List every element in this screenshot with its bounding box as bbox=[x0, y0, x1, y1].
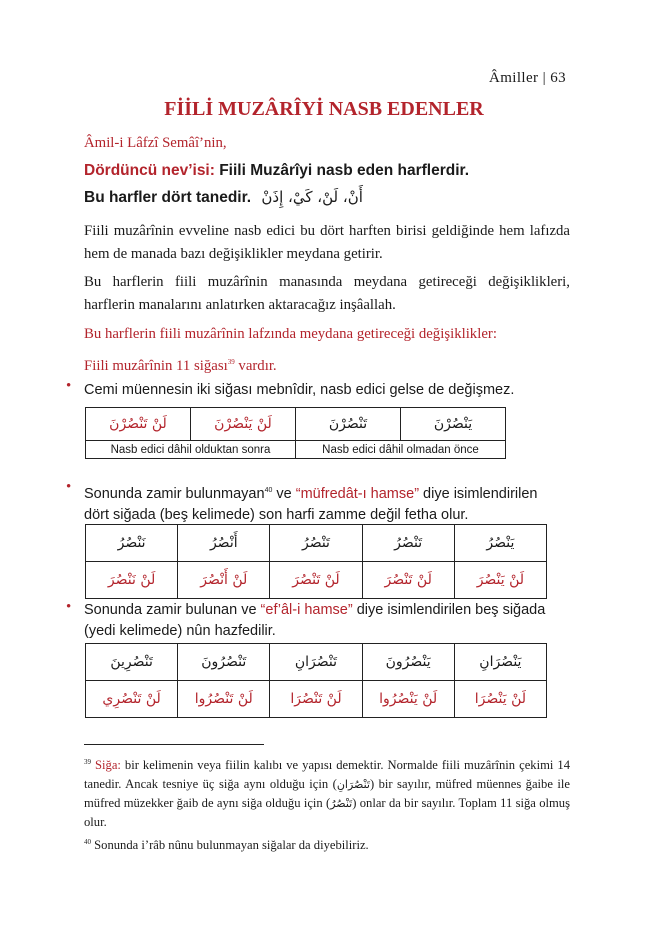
bullet-3-part1: Sonunda zamir bulunan ve bbox=[84, 602, 261, 618]
footnote-divider bbox=[84, 744, 264, 745]
footnote-39-arabic1: تَنْصُرَانِ bbox=[336, 778, 370, 792]
table-mufredat-hamse bbox=[85, 524, 547, 599]
paragraph-1: Fiili muzârînin evveline nasb edici bu dört harften birisi geldiğinde hem lafızda hem de manada bazı değişiklikler meydana getirir. bbox=[84, 223, 570, 262]
bullet-1-text: Cemi müennesin iki siğası mebnîdir, nasb edici gelse de değişmez. bbox=[84, 382, 515, 398]
table-efal-hamse bbox=[85, 643, 547, 718]
siga-line-text: Fiili muzârînin 11 siğası bbox=[84, 357, 228, 374]
table3-row1-cell: يَنْصُرَانِ bbox=[454, 644, 546, 681]
intro-line-2-red: Dördüncü nev’isi: bbox=[84, 162, 215, 179]
intro-line-2 bbox=[84, 159, 570, 182]
table2-row2-cell: لَنْ نَنْصُرَ bbox=[86, 562, 178, 599]
bullet-2-part2: ve bbox=[272, 485, 296, 502]
table3-row2-cell: لَنْ تَنْصُرَا bbox=[270, 681, 362, 718]
footnote-40-text: Sonunda i’râb nûnu bulunmayan siğalar da diyebiliriz. bbox=[91, 838, 369, 853]
bullet-2-part1: Sonunda zamir bulunmayan bbox=[84, 485, 265, 502]
footnote-40-number: 40 bbox=[84, 838, 91, 846]
footnote-ref-39: 39 bbox=[227, 358, 235, 366]
header-separator: | bbox=[542, 70, 547, 86]
bullet-dot-3: • bbox=[66, 599, 72, 615]
table1-cell: لَنْ تَنْصُرْنَ bbox=[86, 408, 191, 441]
intro-line-3-text: Bu harfler dört tanedir. bbox=[84, 189, 252, 206]
table2-row1-cell: تَنْصُرُ bbox=[270, 525, 362, 562]
paragraph-2: Bu harflerin fiili muzârînin manasında meydana getireceği değişiklikleri, harflerin manalarını anlatırken aktaracağız inşâallah. bbox=[84, 274, 570, 313]
footnote-ref-40: 40 bbox=[264, 487, 273, 494]
bullet-dot-2: • bbox=[66, 479, 72, 495]
footnote-39-arabic2: تَنْصُرُ bbox=[330, 797, 353, 811]
bullet-2-line2: dört siğada (beş kelimede) son harfi zamme değil fetha olur. bbox=[84, 506, 469, 523]
footnote-39-label: Siğa: bbox=[95, 758, 121, 773]
table3-row1-cell: تَنْصُرَانِ bbox=[270, 644, 362, 681]
bullet-3-line2: (yedi kelimede) nûn hazfedilir. bbox=[84, 623, 276, 639]
footnote-39-text3: ) onlar da bir sayılır. Toplam 11 siğa olmuş olur. bbox=[84, 796, 570, 830]
footnote-40 bbox=[84, 833, 570, 855]
running-header bbox=[489, 70, 566, 87]
table3-row2-cell: لَنْ يَنْصُرُوا bbox=[362, 681, 454, 718]
table2-row2-cell: لَنْ تَنْصُرَ bbox=[362, 562, 454, 599]
table-cemi-muennes bbox=[85, 407, 506, 459]
table1-cell: تَنْصُرْنَ bbox=[296, 408, 401, 441]
footnote-39 bbox=[84, 753, 570, 832]
table3-row2-cell: لَنْ يَنْصُرَا bbox=[454, 681, 546, 718]
table1-caption-before: Nasb edici dâhil olmadan önce bbox=[296, 441, 506, 459]
table1-cell: لَنْ يَنْصُرْنَ bbox=[191, 408, 296, 441]
table2-row2-cell: لَنْ أَنْصُرَ bbox=[178, 562, 270, 599]
table2-row2-cell: لَنْ يَنْصُرَ bbox=[454, 562, 546, 599]
table3-row1-cell: تَنْصُرُونَ bbox=[178, 644, 270, 681]
table3-row1-cell: تَنْصُرِينَ bbox=[86, 644, 178, 681]
footnote-39-number: 39 bbox=[84, 758, 91, 766]
intro-line-2-rest: Fiili Muzârîyi nasb eden harflerdir. bbox=[214, 162, 469, 179]
table2-row1-cell: يَنْصُرُ bbox=[454, 525, 546, 562]
bullet-2-part3: diye isimlendirilen bbox=[419, 485, 538, 502]
header-section: Âmiller bbox=[489, 70, 539, 86]
bullet-3-part2: diye isimlendirilen beş siğada bbox=[352, 602, 546, 618]
footnote-39-text1: bir kelimenin veya fiilin kalıbı ve yapısı demektir. Normalde fiili muzârînin çekimi 14 tanedir. Ancak tesniye üç siğa aynı olduğu için ( bbox=[84, 758, 570, 792]
table1-cell: يَنْصُرْنَ bbox=[401, 408, 506, 441]
bullet-3-text bbox=[84, 600, 570, 642]
bullet-2-text bbox=[84, 480, 570, 526]
table3-row2-cell: لَنْ تَنْصُرُوا bbox=[178, 681, 270, 718]
table1-caption-after: Nasb edici dâhil olduktan sonra bbox=[86, 441, 296, 459]
efal-hamse-term: “ef’âl-i hamse” bbox=[260, 602, 353, 618]
table2-row1-cell: تَنْصُرُ bbox=[362, 525, 454, 562]
table2-row1-cell: أَنْصُرُ bbox=[178, 525, 270, 562]
intro-line-1: Âmil-i Lâfzî Semâî’nin, bbox=[84, 135, 227, 151]
red-heading: Bu harflerin fiili muzârînin lafzında meydana getireceği değişiklikler: bbox=[84, 326, 497, 342]
bullet-dot-1: • bbox=[66, 378, 72, 394]
table3-row1-cell: يَنْصُرُونَ bbox=[362, 644, 454, 681]
page-number: 63 bbox=[550, 70, 566, 86]
page-title: FİİLİ MUZÂRÎYİ NASB EDENLER bbox=[164, 98, 484, 120]
table3-row2-cell: لَنْ تَنْصُرِي bbox=[86, 681, 178, 718]
mufredat-hamse-term: “müfredât-ı hamse” bbox=[295, 485, 420, 502]
siga-line-rest: vardır. bbox=[234, 357, 277, 374]
nasb-letters-arabic: أَنْ، لَنْ، كَيْ، إِذَنْ bbox=[261, 188, 363, 206]
siga-line bbox=[84, 351, 570, 378]
footnote-39-text2: ) bir sayılır, müfred müennes ğaibe ile müfred müzekker ğaib de aynı siğa olduğu için ( bbox=[84, 777, 570, 811]
table2-row2-cell: لَنْ تَنْصُرَ bbox=[270, 562, 362, 599]
intro-line-3 bbox=[84, 186, 570, 209]
table2-row1-cell: نَنْصُرُ bbox=[86, 525, 178, 562]
